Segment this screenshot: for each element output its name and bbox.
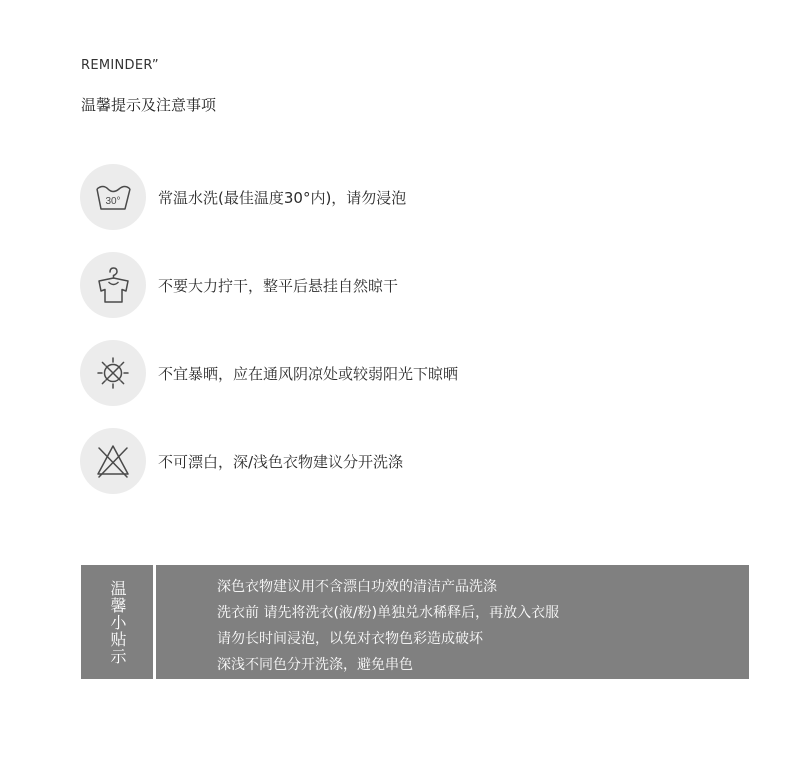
tips-title-text: 温馨小贴示	[108, 579, 127, 665]
care-item-dry	[80, 252, 398, 318]
tip-line: 深浅不同色分开洗涤，避免串色	[217, 657, 413, 673]
care-item-text: 常温水洗(最佳温度30°内)，请勿浸泡	[158, 188, 407, 207]
care-item-wash	[80, 164, 406, 230]
care-item-text: 不可漂白，深/浅色衣物建议分开洗涤	[158, 452, 404, 471]
no-bleach-icon	[80, 428, 146, 494]
tip-line: 请勿长时间浸泡，以免对衣物色彩造成破坏	[217, 631, 483, 647]
wash-30-icon	[80, 164, 146, 230]
tip-line: 洗衣前 请先将洗衣(液/粉)单独兑水稀释后，再放入衣服	[217, 605, 560, 621]
care-item-text: 不宜暴晒，应在通风阴凉处或较弱阳光下晾晒	[158, 364, 459, 383]
tip-line: 深色衣物建议用不含漂白功效的清洁产品洗涤	[217, 579, 497, 595]
care-item-sun	[80, 340, 458, 406]
no-sun-icon	[80, 340, 146, 406]
no-wring-hang-dry-icon	[80, 252, 146, 318]
care-item-bleach	[80, 428, 403, 494]
care-item-text: 不要大力拧干，整平后悬挂自然晾干	[158, 276, 399, 295]
tips-list	[217, 574, 559, 678]
page-title: 温馨提示及注意事项	[81, 96, 217, 114]
tips-title	[81, 565, 153, 679]
tips-divider	[153, 565, 156, 679]
tips-box	[81, 565, 749, 679]
wash-temperature-label: 30°	[105, 196, 121, 207]
reminder-label: REMINDER”	[81, 58, 159, 73]
